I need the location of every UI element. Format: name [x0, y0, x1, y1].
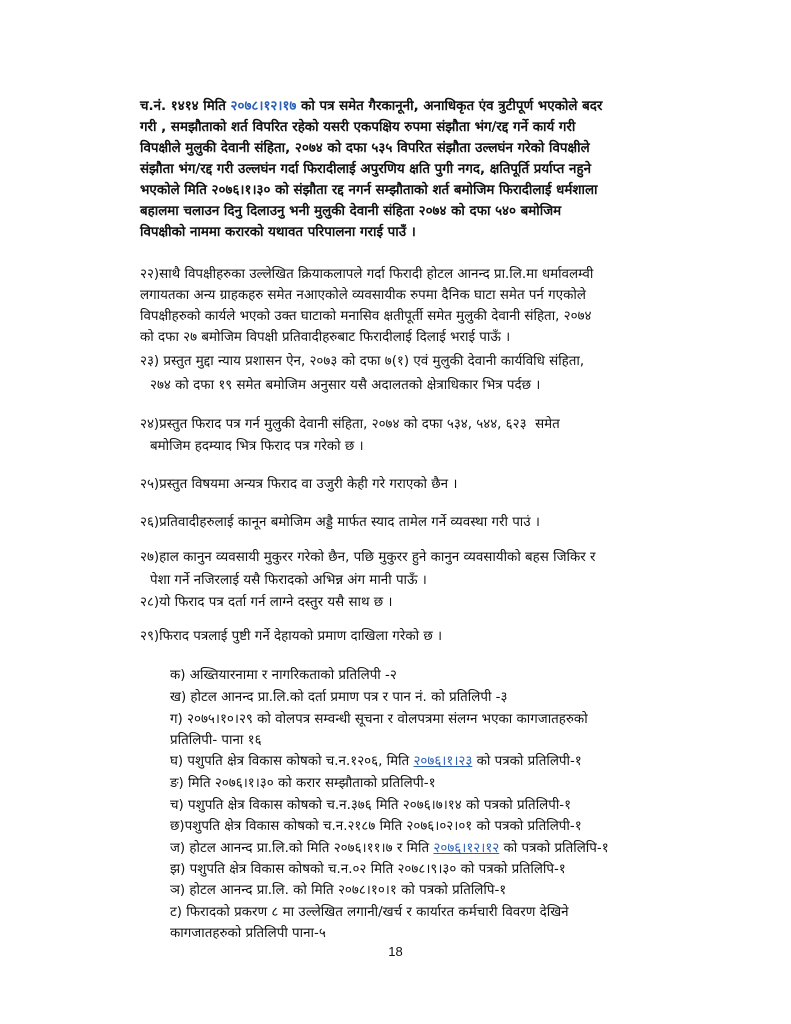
evidence-item-kha: ख) होटल आनन्द प्रा.लि.को दर्ता प्रमाण पत्र र पान नं. को प्रतिलिपी -३ [170, 690, 508, 705]
evidence-item-ka: क) अख्तियारनामा र नागरिकताको प्रतिलिपी -२ [170, 668, 397, 683]
date-link[interactable]: २०७६।१।२३ [413, 754, 473, 769]
evidence-item-jha: झ) पशुपति क्षेत्र विकास कोषको च.न.०२ मिति २०७८।९।३० को पत्रको प्रतिलिपि-१ [170, 862, 566, 877]
intro-text: को पत्र समेत गैरकानूनी, अनाधिकृत एंव त्रुटीपूर्ण भएकोले बदर [296, 99, 603, 114]
para-25: २५)प्रस्तुत विषयमा अन्यत्र फिराद वा उजुरी केही गरे गराएको छैन । [140, 477, 458, 492]
intro-line-2: गरी , समझौताको शर्त विपरित रहेको यसरी एकपक्षिय रुपमा संझौता भंग/रद्द गर्ने कार्य गरी [140, 120, 576, 135]
evidence-item-nya: ञ) होटल आनन्द प्रा.लि. को मिति २०७८।१०।१ को पत्रको प्रतिलिपि-१ [170, 883, 507, 898]
intro-line-3: विपक्षीले मुलुकी देवानी संहिता, २०७४ को दफा ५३५ विपरित संझौता उल्लघंन गरेको विपक्षीले [140, 141, 590, 156]
para-22-line-3: विपक्षीहरुको कार्यले भएको उक्त घाटाको मनासिव क्षतीपूर्ती समेत मुलुकी देवानी संहिता, २०७४ [140, 309, 592, 324]
para-24-line-1: २४)प्रस्तुत फिराद पत्र गर्न मुलुकी देवानी संहिता, २०७४ को दफा ५३४, ५४४, ६२३ समेत [140, 417, 560, 432]
para-22-line-4: को दफा २७ बमोजिम विपक्षी प्रतिवादीहरुबाट फिरादीलाई दिलाई भराई पाऊँ । [140, 330, 511, 345]
para-24-line-2: बमोजिम हदम्याद भित्र फिराद पत्र गरेको छ । [150, 439, 364, 454]
para-29: २९)फिराद पत्रलाई पुष्टी गर्ने देहायको प्रमाण दाखिला गरेको छ । [140, 629, 443, 644]
item-text: को पत्रको प्रतिलिपि-१ [499, 841, 609, 856]
page-number: 18 [388, 944, 403, 959]
intro-line-7: विपक्षीको नाममा करारको यथावत परिपालना गराई पाउँ । [140, 225, 416, 240]
para-23-line-2: २७४ को दफा १९ समेत बमोजिम अनुसार यसै अदालतको क्षेत्राधिकार भित्र पर्दछ । [150, 378, 541, 393]
evidence-item-nga: ङ) मिति २०७६।१।३० को करार सम्झौताको प्रतिलिपी-१ [170, 776, 436, 791]
evidence-item-ga-line-1: ग) २०७५।१०।२९ को वोलपत्र सम्वन्धी सूचना र वोलपत्रमा संलग्न भएका कागजातहरुको [170, 712, 588, 727]
evidence-item-gha [170, 751, 582, 772]
item-text: घ) पशुपति क्षेत्र विकास कोषको च.न.१२०६, मिति [170, 754, 414, 769]
intro-line-6: बहालमा चलाउन दिनु दिलाउनु भनी मुलुकी देवानी संहिता २०७४ को दफा ५४० बमोजिम [140, 204, 562, 219]
para-23-line-1: २३) प्रस्तुत मुद्दा न्याय प्रशासन ऐन, २०७३ को दफा ७(१) एवं मुलुकी देवानी कार्यविधि संहिता, [140, 354, 585, 369]
date-link[interactable]: २०७६।१२।१२ [433, 841, 500, 856]
evidence-item-cha: च) पशुपति क्षेत्र विकास कोषको च.न.३७६ मिति २०७६।७।१४ को पत्रको प्रतिलिपी-१ [170, 798, 572, 813]
evidence-item-ja [170, 838, 609, 859]
item-text: ज) होटल आनन्द प्रा.लि.को मिति २०७६।११।७ र मिति [170, 841, 434, 856]
date-link[interactable]: २०७८।१२।१७ [230, 99, 297, 114]
intro-line-1 [140, 96, 602, 117]
para-28: २८)यो फिराद पत्र दर्ता गर्न लाग्ने दस्तुर यसै साथ छ । [140, 595, 393, 610]
evidence-item-chha: छ)पशुपति क्षेत्र विकास कोषको च.न.२१८७ मिति २०७६।०२।०१ को पत्रको प्रतिलिपी-१ [170, 819, 582, 834]
para-22-line-2: लगायतका अन्य ग्राहकहरु समेत नआएकोले व्यवसायीक रुपमा दैनिक घाटा समेत पर्न गएकोले [140, 288, 586, 303]
para-27-line-2: पेशा गर्ने नजिरलाई यसै फिरादको अभिन्न अंग मानी पाऊँ । [150, 573, 427, 588]
evidence-item-ta-line-2: कागजातहरुको प्रतिलिपी पाना-५ [170, 926, 326, 941]
para-26: २६)प्रतिवादीहरुलाई कानून बमोजिम अड्डै मार्फत स्याद तामेल गर्ने व्यवस्था गरी पाउं । [140, 515, 540, 530]
para-22-line-1: २२)साथै विपक्षीहरुका उल्लेखित क्रियाकलापले गर्दा फिरादी होटल आनन्द प्रा.लि.मा धर्मावलम्वी [140, 267, 594, 282]
evidence-item-ta-line-1: ट) फिरादको प्रकरण ८ मा उल्लेखित लगानी/खर्च र कार्यारत कर्मचारी विवरण देखिने [170, 905, 569, 920]
para-27-line-1: २७)हाल कानुन व्यवसायी मुकुरर गरेको छैन, पछि मुकुरर हुने कानुन व्यवसायीको बहस जिकिर र [140, 550, 596, 565]
intro-line-5: भएकोले मिति २०७६।१।३० को संझौता रद्द नगर्न सम्झौताको शर्त बमोजिम फिरादीलाई धर्मशाला [140, 183, 598, 198]
intro-text: च.नं. १४१४ मिति [140, 99, 231, 114]
evidence-item-ga-line-2: प्रतिलिपी- पाना १६ [170, 733, 262, 748]
intro-line-4: संझौता भंग/रद्द गरी उल्लघंन गर्दा फिरादीलाई अपुरणिय क्षति पुगी नगद, क्षतिपूर्ति प्रर्याप्त नहुने [140, 162, 592, 177]
item-text: को पत्रको प्रतिलिपी-१ [472, 754, 582, 769]
